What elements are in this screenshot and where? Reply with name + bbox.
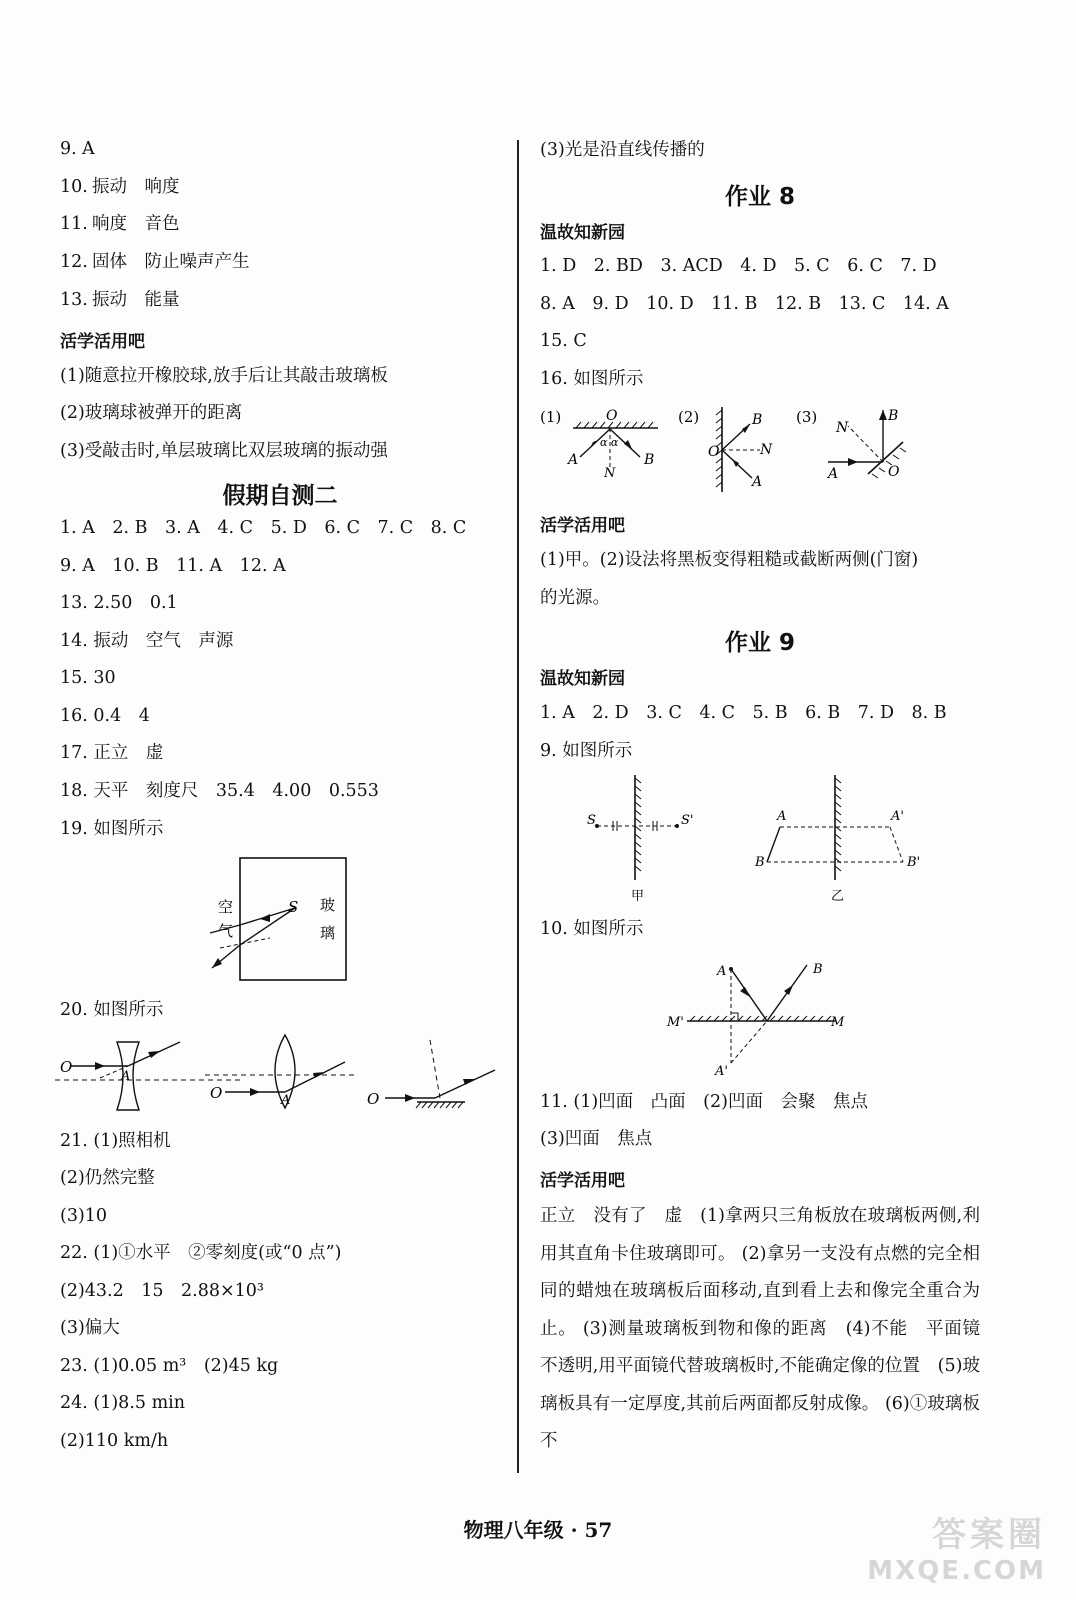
figure-16-reflection	[538, 402, 918, 502]
homework-9-title: 作业 9	[724, 630, 795, 656]
fig16-o-label: O	[606, 408, 618, 424]
fig16-b-label: B	[888, 408, 899, 424]
answer-line: (2)43.2 15 2.88×10³	[60, 1281, 264, 1301]
answer-line: 19. 如图所示	[60, 819, 164, 839]
answer-13-text: 振动 能量	[92, 290, 180, 310]
answer-line: (2)仍然完整	[60, 1168, 155, 1188]
answer-10-text: 振动 响度	[92, 177, 180, 197]
text-line: 的光源。	[540, 588, 610, 608]
figure-9-plane-mirror	[585, 770, 930, 908]
figure-20-lenses	[55, 1030, 505, 1115]
fig9-a-label: A	[777, 809, 787, 824]
fig19-glass-label: 璃	[320, 924, 336, 942]
answer-line: 11. (1)凹面 凸面 (2)凹面 会聚 焦点	[540, 1092, 868, 1112]
fig10-m-label: M	[831, 1015, 845, 1030]
answer-line: 9. 如图所示	[540, 741, 633, 761]
fig19-glass-label: 玻	[320, 896, 336, 914]
column-divider	[517, 140, 519, 1473]
watermark-logo	[867, 1507, 1046, 1586]
fig20-a-label: A	[121, 1069, 131, 1084]
answer-9-text: A	[82, 139, 95, 159]
text-line: (1)甲。(2)设法将黑板变得粗糙或截断两侧(门窗)	[540, 550, 919, 570]
fig9-s-image-label: S'	[681, 813, 694, 828]
fig16-part-label: (3)	[796, 408, 818, 426]
answer-12-text: 固体 防止噪声产生	[92, 252, 250, 272]
fig20-o-label: O	[60, 1058, 73, 1076]
answer-line: 10. 如图所示	[540, 919, 644, 939]
answer-line: (2)110 km/h	[60, 1431, 169, 1451]
answer-line: 1. D 2. BD 3. ACD 4. D 5. C 6. C 7. D	[540, 256, 937, 276]
fig16-n-label: N	[836, 420, 849, 436]
answer-line: 9. A 10. B 11. A 12. A	[60, 556, 286, 576]
text-line: (3)受敲击时,单层玻璃比双层玻璃的振动强	[60, 441, 388, 461]
answer-10: 10.	[60, 177, 88, 197]
text-line: (1)随意拉开橡胶球,放手后让其敲击玻璃板	[60, 366, 388, 386]
fig20-o-label: O	[210, 1084, 223, 1102]
section-heading: 活学活用吧	[60, 332, 145, 352]
fig16-a-label: A	[752, 474, 763, 490]
text-line: (2)玻璃球被弹开的距离	[60, 403, 243, 423]
fig10-m-label: M'	[667, 1015, 684, 1030]
answer-11-text: 响度 音色	[92, 214, 180, 234]
fig9-caption: 乙	[831, 889, 845, 904]
fig16-alpha-label: α α	[600, 436, 619, 449]
watermark-text: MXQE.COM	[867, 1556, 1046, 1586]
fig16-b-label: B	[644, 452, 655, 468]
fig9-b-label: B	[755, 855, 765, 870]
fig10-b-label: B	[813, 962, 823, 977]
fig16-o-label: O	[888, 464, 900, 480]
answer-line: 23. (1)0.05 m³ (2)45 kg	[60, 1356, 279, 1376]
fig16-n-label: N	[604, 466, 616, 481]
fig9-b-image-label: B'	[907, 855, 921, 870]
answer-line: (3)10	[60, 1206, 108, 1226]
fig16-part-label: (1)	[540, 408, 562, 426]
text-line: (3)光是沿直线传播的	[540, 140, 705, 160]
answer-line: 16. 0.4 4	[60, 706, 150, 726]
fig16-b-label: B	[752, 412, 763, 428]
homework-8-title: 作业 8	[724, 184, 795, 210]
answer-line: 24. (1)8.5 min	[60, 1393, 186, 1413]
answer-line: 21. (1)照相机	[60, 1131, 171, 1151]
answer-line: 1. A 2. D 3. C 4. C 5. B 6. B 7. D 8. B	[540, 703, 947, 723]
watermark-text: 答案圈	[932, 1515, 1046, 1555]
fig20-o-label: O	[367, 1090, 380, 1108]
answer-line: 22. (1)①水平 ②零刻度(或“0 点”)	[60, 1243, 342, 1263]
answer-12: 12.	[60, 252, 88, 272]
answer-11: 11.	[60, 214, 88, 234]
answer-line: 1. A 2. B 3. A 4. C 5. D 6. C 7. C 8. C	[60, 518, 467, 538]
answer-line: 15. C	[540, 331, 587, 351]
fig16-n-label: N	[760, 442, 773, 458]
fig16-a-label: A	[828, 466, 839, 482]
fig16-part-label: (2)	[678, 408, 700, 426]
answer-line: 13. 2.50 0.1	[60, 593, 178, 613]
page-footer: 物理八年级 · 57	[463, 1518, 613, 1542]
fig16-a-label: A	[568, 452, 579, 468]
answer-paragraph: 正立 没有了 虚 (1)拿两只三角板放在玻璃板两侧,利用其直角卡住玻璃即可。 (2)拿另一支没有点燃的完全相同的蜡烛在玻璃板后面移动,直到看上去和像完全重合为止。 (3)测量玻璃板到物和像的距离 (4)不能 平面镜不透明,用平面镜代替玻璃板时,不能确定像的位置 (5)玻璃板具有一定厚度,其前后两面都反射成像。 (6)①玻璃板不	[540, 1206, 980, 1451]
answer-9: 9.	[60, 139, 77, 159]
answer-line: 17. 正立 虚	[60, 743, 164, 763]
answer-13: 13.	[60, 290, 88, 310]
answer-line: 14. 振动 空气 声源	[60, 631, 234, 651]
fig16-o-label: O	[708, 444, 720, 460]
answer-line: (3)偏大	[60, 1318, 120, 1338]
fig10-a-label: A	[717, 964, 727, 979]
test-title: 假期自测二	[222, 483, 338, 509]
fig20-a-label: A	[281, 1093, 291, 1108]
section-heading: 温故知新园	[540, 223, 625, 243]
figure-10-reflection	[665, 955, 855, 1080]
answer-line: 16. 如图所示	[540, 369, 644, 389]
fig9-caption: 甲	[631, 889, 645, 904]
fig19-air-label: 空	[218, 898, 234, 916]
section-heading: 活学活用吧	[540, 516, 625, 536]
answer-line: 20. 如图所示	[60, 1000, 164, 1020]
fig10-a-image-label: A'	[715, 1064, 728, 1079]
fig9-s-label: S	[587, 813, 596, 828]
section-heading: 活学活用吧	[540, 1171, 625, 1191]
fig9-a-image-label: A'	[891, 809, 904, 824]
answer-line: 18. 天平 刻度尺 35.4 4.00 0.553	[60, 781, 379, 801]
section-heading: 温故知新园	[540, 669, 625, 689]
fig19-air-label: 气	[218, 922, 234, 940]
answer-line: 8. A 9. D 10. D 11. B 12. B 13. C 14. A	[540, 294, 949, 314]
fig19-s-label: S	[288, 898, 299, 916]
answer-line: 15. 30	[60, 668, 116, 688]
figure-19-refraction	[200, 850, 360, 990]
answer-line: (3)凹面 焦点	[540, 1129, 653, 1149]
